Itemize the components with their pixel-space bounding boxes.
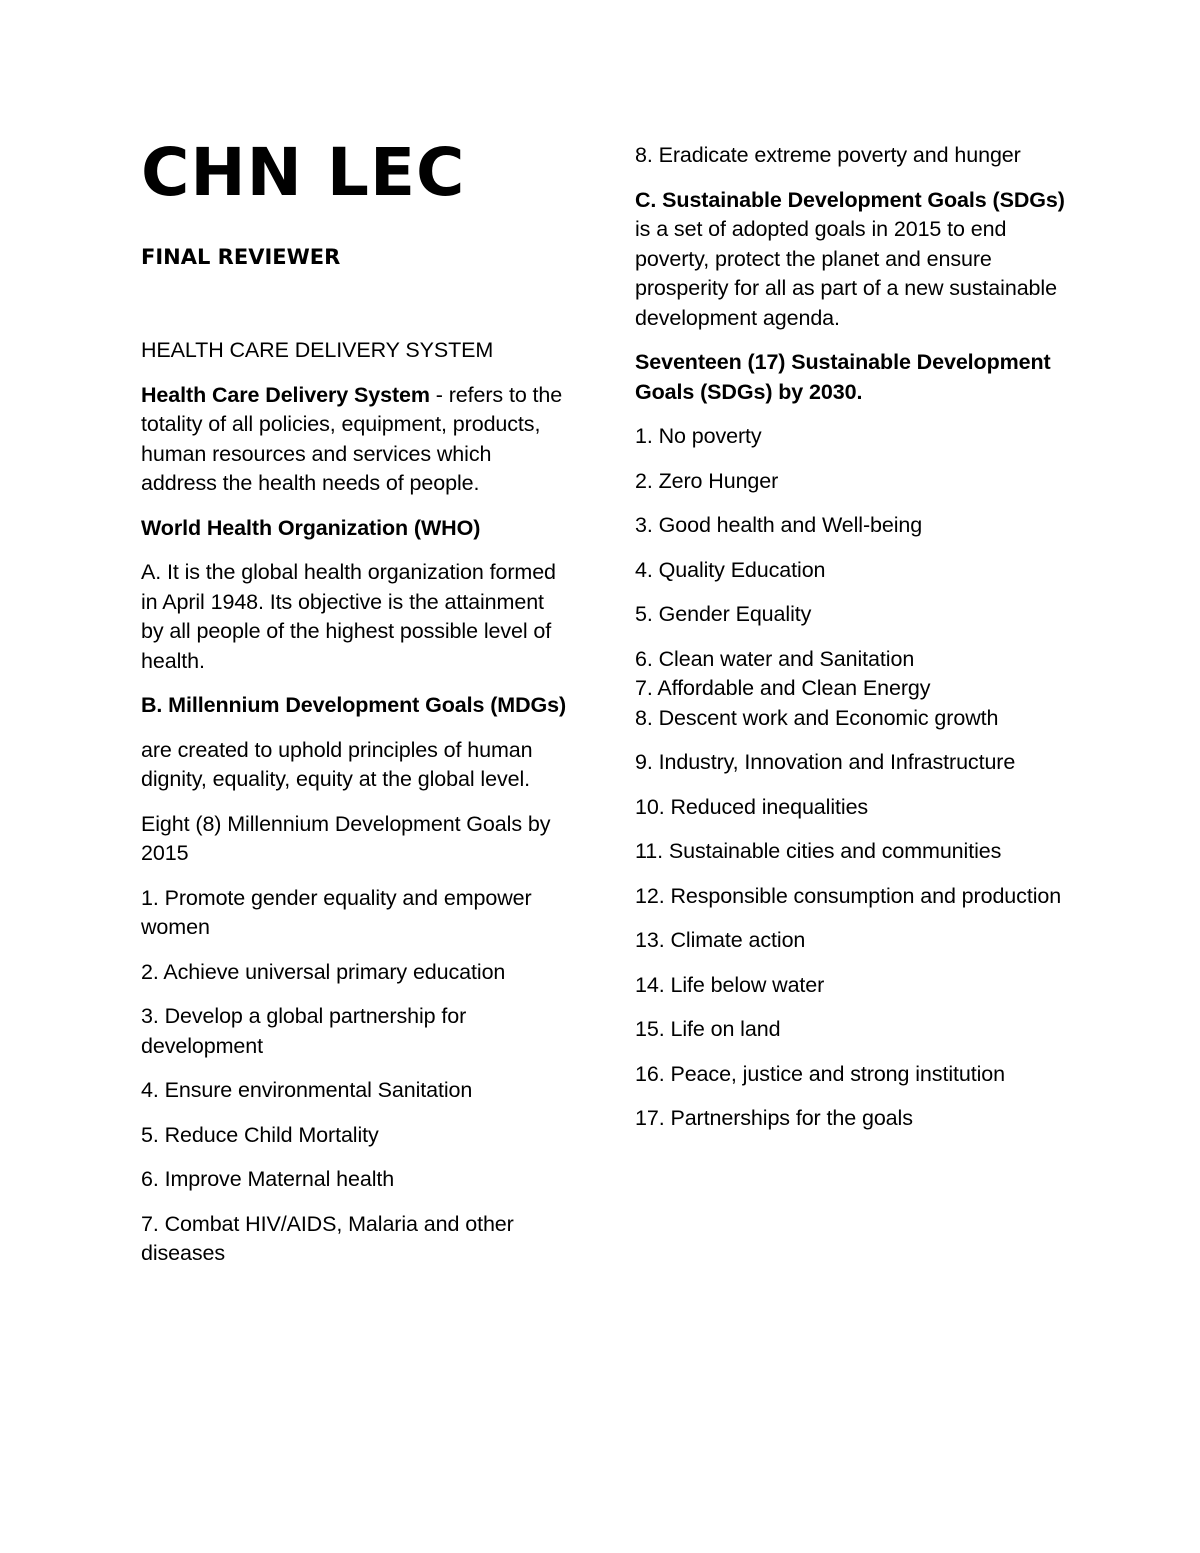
left-content [141, 336, 571, 1284]
list-item: 10. Reduced inequalities [635, 794, 869, 819]
mdg-item-8: 8. Eradicate extreme poverty and hunger [635, 143, 1021, 167]
list-item: 5. Reduce Child Mortality [141, 1122, 379, 1147]
document-title: CHN LEC [141, 134, 466, 211]
list-item: 6. Clean water and Sanitation [635, 646, 915, 671]
list-item: 4. Ensure environmental Sanitation [141, 1078, 473, 1102]
mdg-list-heading: Eight (8) Millennium Development Goals by 2015 [141, 811, 551, 865]
who-text: A. It is the global health organization formed in April 1948. Its objective is the attainment by all people of the highest possible level of health. [141, 560, 556, 673]
mdg-heading: B. Millennium Development Goals (MDGs) [141, 693, 567, 717]
list-item: 1. Promote gender equality and empower women [141, 885, 532, 939]
mdg-text: are created to uphold principles of human dignity, equality, equity at the global level. [141, 737, 533, 791]
list-item: 8. Descent work and Economic growth [635, 705, 999, 730]
right-content [635, 141, 1065, 1149]
list-item: 7. Affordable and Clean Energy [635, 676, 931, 700]
list-item: 11. Sustainable cities and communities [635, 839, 1002, 863]
list-item: 14. Life below water [635, 972, 825, 997]
sdg-term: C. Sustainable Development Goals (SDGs) [635, 187, 1065, 212]
sdg-paragraph [635, 186, 1065, 334]
list-item: 17. Partnerships for the goals [635, 1106, 913, 1130]
who-heading: World Health Organization (WHO) [141, 515, 481, 540]
list-item: 9. Industry, Innovation and Infrastructure [635, 750, 1016, 774]
list-item: 4. Quality Education [635, 557, 826, 582]
list-item: 16. Peace, justice and strong institution [635, 1061, 1005, 1086]
hcds-term: Health Care Delivery System [141, 382, 430, 407]
hcds-paragraph [141, 381, 571, 499]
list-item: 2. Achieve universal primary education [141, 959, 506, 984]
list-item: 3. Good health and Well-being [635, 513, 923, 537]
list-item: 15. Life on land [635, 1017, 781, 1041]
list-item: 13. Climate action [635, 928, 806, 952]
list-item: 1. No poverty [635, 424, 762, 448]
document-subtitle: FINAL REVIEWER [141, 245, 341, 269]
hcds-definition: - refers to the totality of all policies, equipment, products, human resources and services which address the health needs of people. [141, 382, 563, 495]
list-item: 5. Gender Equality [635, 602, 812, 626]
sdg-list-heading: Seventeen (17) Sustainable Development Goals (SDGs) by 2030. [635, 350, 1051, 404]
section-heading: HEALTH CARE DELIVERY SYSTEM [141, 338, 494, 362]
list-item: 2. Zero Hunger [635, 468, 779, 493]
list-item: 7. Combat HIV/AIDS, Malaria and other diseases [141, 1211, 514, 1265]
list-item: 3. Develop a global partnership for development [141, 1004, 467, 1058]
sdg-definition: is a set of adopted goals in 2015 to end poverty, protect the planet and ensure prosperity for all as part of a new sustainable development agenda. [635, 217, 1057, 330]
list-item: 12. Responsible consumption and production [635, 883, 1062, 908]
list-item: 6. Improve Maternal health [141, 1167, 395, 1191]
